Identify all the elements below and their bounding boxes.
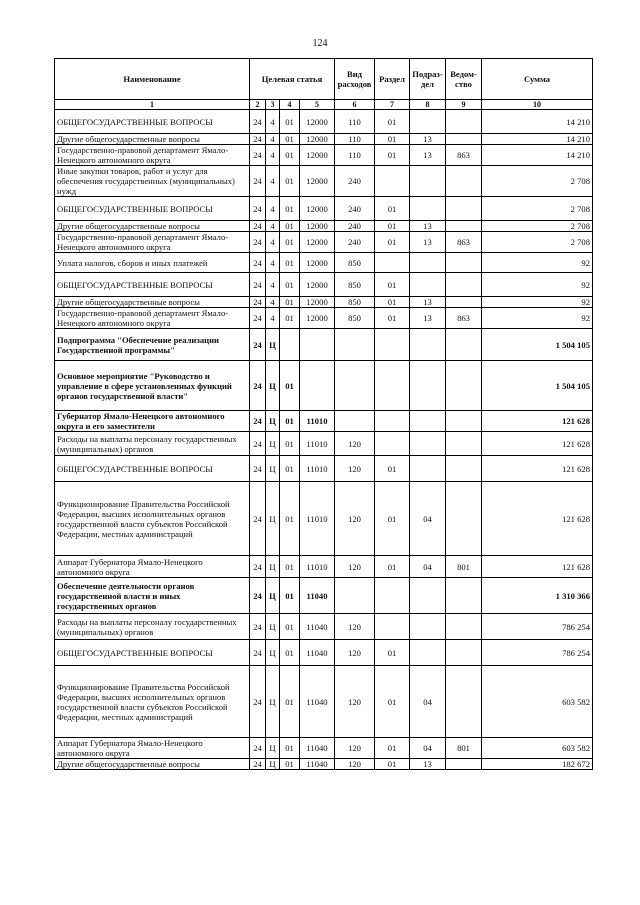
column-number: 7: [375, 100, 410, 110]
code-cell: 11010: [300, 432, 335, 456]
department-cell: [446, 166, 482, 197]
table-row: [55, 456, 593, 482]
code-cell: 11040: [300, 578, 335, 614]
expense-type-cell: [335, 329, 375, 361]
expense-type-cell: 120: [335, 482, 375, 556]
amount-cell: 121 628: [482, 411, 593, 432]
code-cell: 4: [266, 253, 280, 273]
table-row: [55, 411, 593, 432]
code-cell: 24: [250, 110, 266, 134]
expense-type-cell: 850: [335, 253, 375, 273]
department-cell: [446, 273, 482, 297]
code-cell: Ц: [266, 614, 280, 640]
amount-cell: 603 582: [482, 666, 593, 738]
expense-type-cell: 120: [335, 432, 375, 456]
department-cell: [446, 578, 482, 614]
department-cell: [446, 197, 482, 221]
amount-cell: 121 628: [482, 482, 593, 556]
row-name-cell: Расходы на выплаты персоналу государственных (муниципальных) органов: [55, 614, 250, 640]
subsection-cell: [410, 456, 446, 482]
department-cell: [446, 329, 482, 361]
department-cell: 863: [446, 232, 482, 253]
table-row: [55, 329, 593, 361]
table-row: [55, 614, 593, 640]
row-name-cell: Государственно-правовой департамент Ямало-Ненецкого автономного округа: [55, 308, 250, 329]
code-cell: Ц: [266, 361, 280, 411]
expense-type-cell: 850: [335, 308, 375, 329]
section-cell: 01: [375, 134, 410, 145]
row-name-cell: Другие общегосударственные вопросы: [55, 134, 250, 145]
section-cell: 01: [375, 738, 410, 759]
header-row: [55, 59, 593, 100]
column-number: 1: [55, 100, 250, 110]
budget-table: [54, 58, 593, 770]
header-department: Ведом- ство: [446, 59, 482, 100]
table-row: [55, 273, 593, 297]
code-cell: 01: [280, 640, 300, 666]
table-row: [55, 482, 593, 556]
code-cell: 01: [280, 110, 300, 134]
subsection-cell: 13: [410, 759, 446, 770]
code-cell: 01: [280, 221, 300, 232]
expense-type-cell: 240: [335, 232, 375, 253]
code-cell: 24: [250, 308, 266, 329]
code-cell: 01: [280, 456, 300, 482]
expense-type-cell: 110: [335, 134, 375, 145]
subsection-cell: 13: [410, 221, 446, 232]
subsection-cell: 13: [410, 308, 446, 329]
expense-type-cell: 240: [335, 166, 375, 197]
code-cell: 11040: [300, 640, 335, 666]
table-row: [55, 145, 593, 166]
code-cell: 24: [250, 456, 266, 482]
code-cell: 01: [280, 578, 300, 614]
code-cell: 12000: [300, 134, 335, 145]
row-name-cell: Губернатор Ямало-Ненецкого автономного округа и его заместители: [55, 411, 250, 432]
code-cell: 4: [266, 145, 280, 166]
code-cell: 11040: [300, 666, 335, 738]
code-cell: [300, 329, 335, 361]
section-cell: 01: [375, 556, 410, 578]
code-cell: 4: [266, 308, 280, 329]
section-cell: 01: [375, 666, 410, 738]
amount-cell: 2 708: [482, 232, 593, 253]
row-name-cell: Другие общегосударственные вопросы: [55, 759, 250, 770]
subsection-cell: [410, 411, 446, 432]
code-cell: 4: [266, 166, 280, 197]
section-cell: 01: [375, 482, 410, 556]
department-cell: [446, 361, 482, 411]
table-row: [55, 134, 593, 145]
code-cell: 12000: [300, 110, 335, 134]
code-cell: Ц: [266, 666, 280, 738]
expense-type-cell: [335, 578, 375, 614]
amount-cell: 2 708: [482, 221, 593, 232]
row-name-cell: Государственно-правовой департамент Ямало-Ненецкого автономного округа: [55, 145, 250, 166]
code-cell: Ц: [266, 640, 280, 666]
subsection-cell: 13: [410, 232, 446, 253]
table-row: [55, 110, 593, 134]
code-cell: 12000: [300, 273, 335, 297]
subsection-cell: [410, 273, 446, 297]
section-cell: [375, 329, 410, 361]
code-cell: Ц: [266, 482, 280, 556]
table-row: [55, 232, 593, 253]
code-cell: 4: [266, 232, 280, 253]
header-amount: Сумма: [482, 59, 593, 100]
header-subsection: Подраз- дел: [410, 59, 446, 100]
code-cell: 01: [280, 297, 300, 308]
amount-cell: 121 628: [482, 556, 593, 578]
code-cell: 24: [250, 197, 266, 221]
code-cell: 24: [250, 759, 266, 770]
column-number: 8: [410, 100, 446, 110]
section-cell: 01: [375, 197, 410, 221]
section-cell: 01: [375, 145, 410, 166]
expense-type-cell: 110: [335, 145, 375, 166]
code-cell: 24: [250, 432, 266, 456]
row-name-cell: ОБЩЕГОСУДАРСТВЕННЫЕ ВОПРОСЫ: [55, 456, 250, 482]
row-name-cell: Функционирование Правительства Российской Федерации, высших исполнительных органов государственной власти субъектов Российской Федерации, местных администраций: [55, 482, 250, 556]
code-cell: 01: [280, 232, 300, 253]
code-cell: 24: [250, 145, 266, 166]
expense-type-cell: 120: [335, 556, 375, 578]
table-row: [55, 361, 593, 411]
table-row: [55, 308, 593, 329]
row-name-cell: Иные закупки товаров, работ и услуг для обеспечения государственных (муниципальных) нужд: [55, 166, 250, 197]
section-cell: [375, 578, 410, 614]
code-cell: 4: [266, 134, 280, 145]
code-cell: 24: [250, 578, 266, 614]
header-section: Раздел: [375, 59, 410, 100]
table-row: [55, 166, 593, 197]
row-name-cell: ОБЩЕГОСУДАРСТВЕННЫЕ ВОПРОСЫ: [55, 640, 250, 666]
code-cell: 12000: [300, 145, 335, 166]
code-cell: 12000: [300, 221, 335, 232]
amount-cell: 603 582: [482, 738, 593, 759]
department-cell: [446, 221, 482, 232]
code-cell: [280, 329, 300, 361]
amount-cell: 1 310 366: [482, 578, 593, 614]
amount-cell: 121 628: [482, 456, 593, 482]
section-cell: 01: [375, 221, 410, 232]
code-cell: Ц: [266, 456, 280, 482]
code-cell: 24: [250, 411, 266, 432]
code-cell: 01: [280, 197, 300, 221]
department-cell: [446, 640, 482, 666]
subsection-cell: [410, 361, 446, 411]
amount-cell: 1 504 105: [482, 361, 593, 411]
code-cell: 11010: [300, 556, 335, 578]
code-cell: 24: [250, 738, 266, 759]
table-row: [55, 738, 593, 759]
code-cell: 01: [280, 361, 300, 411]
subsection-cell: 04: [410, 556, 446, 578]
code-cell: 01: [280, 738, 300, 759]
code-cell: 24: [250, 253, 266, 273]
code-cell: 24: [250, 221, 266, 232]
code-cell: 24: [250, 361, 266, 411]
section-cell: [375, 432, 410, 456]
row-name-cell: Уплата налогов, сборов и иных платежей: [55, 253, 250, 273]
section-cell: 01: [375, 297, 410, 308]
code-cell: 01: [280, 614, 300, 640]
code-cell: 4: [266, 197, 280, 221]
subsection-cell: 13: [410, 297, 446, 308]
table-body: [55, 110, 593, 770]
code-cell: Ц: [266, 759, 280, 770]
column-number: 10: [482, 100, 593, 110]
row-name-cell: Обеспечение деятельности органов государственной власти и иных государственных органов: [55, 578, 250, 614]
code-cell: 12000: [300, 166, 335, 197]
subsection-cell: 13: [410, 145, 446, 166]
table-row: [55, 666, 593, 738]
column-number: 6: [335, 100, 375, 110]
code-cell: 01: [280, 432, 300, 456]
code-cell: 24: [250, 666, 266, 738]
amount-cell: 2 708: [482, 166, 593, 197]
code-cell: 01: [280, 134, 300, 145]
row-name-cell: Основное мероприятие "Руководство и управление в сфере установленных функций органов государственной власти": [55, 361, 250, 411]
code-cell: 01: [280, 308, 300, 329]
code-cell: 11040: [300, 738, 335, 759]
table-row: [55, 297, 593, 308]
amount-cell: 182 672: [482, 759, 593, 770]
code-cell: 24: [250, 166, 266, 197]
code-cell: [300, 361, 335, 411]
section-cell: [375, 361, 410, 411]
department-cell: [446, 666, 482, 738]
code-cell: 12000: [300, 197, 335, 221]
code-cell: 24: [250, 640, 266, 666]
code-cell: Ц: [266, 578, 280, 614]
code-cell: 01: [280, 482, 300, 556]
table-row: [55, 640, 593, 666]
section-cell: 01: [375, 308, 410, 329]
column-number: 2: [250, 100, 266, 110]
expense-type-cell: 120: [335, 614, 375, 640]
expense-type-cell: 850: [335, 297, 375, 308]
section-cell: 01: [375, 640, 410, 666]
header-name: Наименование: [55, 59, 250, 100]
code-cell: 24: [250, 232, 266, 253]
department-cell: [446, 411, 482, 432]
expense-type-cell: 240: [335, 221, 375, 232]
section-cell: [375, 253, 410, 273]
code-cell: 11010: [300, 456, 335, 482]
amount-cell: 92: [482, 297, 593, 308]
section-cell: [375, 411, 410, 432]
code-cell: 24: [250, 297, 266, 308]
amount-cell: 92: [482, 253, 593, 273]
department-cell: 863: [446, 145, 482, 166]
subsection-cell: [410, 197, 446, 221]
amount-cell: 786 254: [482, 614, 593, 640]
table-row: [55, 578, 593, 614]
header-target-article: Целевая статья: [250, 59, 335, 100]
expense-type-cell: 850: [335, 273, 375, 297]
amount-cell: 2 708: [482, 197, 593, 221]
page-number: 124: [312, 38, 328, 49]
subsection-cell: 04: [410, 666, 446, 738]
code-cell: 01: [280, 145, 300, 166]
amount-cell: 786 254: [482, 640, 593, 666]
code-cell: 12000: [300, 308, 335, 329]
code-cell: 24: [250, 556, 266, 578]
code-cell: Ц: [266, 329, 280, 361]
amount-cell: 14 210: [482, 110, 593, 134]
row-name-cell: ОБЩЕГОСУДАРСТВЕННЫЕ ВОПРОСЫ: [55, 273, 250, 297]
row-name-cell: ОБЩЕГОСУДАРСТВЕННЫЕ ВОПРОСЫ: [55, 197, 250, 221]
section-cell: [375, 614, 410, 640]
column-number: 9: [446, 100, 482, 110]
amount-cell: 92: [482, 273, 593, 297]
amount-cell: 92: [482, 308, 593, 329]
expense-type-cell: [335, 411, 375, 432]
table-row: [55, 221, 593, 232]
department-cell: [446, 110, 482, 134]
expense-type-cell: 120: [335, 759, 375, 770]
department-cell: [446, 759, 482, 770]
department-cell: [446, 134, 482, 145]
row-name-cell: Аппарат Губернатора Ямало-Ненецкого автономного округа: [55, 556, 250, 578]
code-cell: 01: [280, 759, 300, 770]
code-cell: Ц: [266, 556, 280, 578]
table-row: [55, 432, 593, 456]
code-cell: 12000: [300, 232, 335, 253]
code-cell: 01: [280, 556, 300, 578]
amount-cell: 1 504 105: [482, 329, 593, 361]
table-row: [55, 197, 593, 221]
code-cell: 24: [250, 329, 266, 361]
expense-type-cell: 240: [335, 197, 375, 221]
section-cell: 01: [375, 456, 410, 482]
section-cell: 01: [375, 759, 410, 770]
code-cell: 24: [250, 134, 266, 145]
code-cell: 4: [266, 110, 280, 134]
subsection-cell: [410, 432, 446, 456]
row-name-cell: Расходы на выплаты персоналу государственных (муниципальных) органов: [55, 432, 250, 456]
code-cell: 11010: [300, 482, 335, 556]
subsection-cell: [410, 640, 446, 666]
code-cell: 11010: [300, 411, 335, 432]
expense-type-cell: 120: [335, 456, 375, 482]
code-cell: 01: [280, 253, 300, 273]
subsection-cell: [410, 329, 446, 361]
row-name-cell: ОБЩЕГОСУДАРСТВЕННЫЕ ВОПРОСЫ: [55, 110, 250, 134]
subsection-cell: 04: [410, 482, 446, 556]
code-cell: 01: [280, 273, 300, 297]
department-cell: [446, 253, 482, 273]
subsection-cell: [410, 578, 446, 614]
subsection-cell: [410, 614, 446, 640]
header-expense-type: Вид расходов: [335, 59, 375, 100]
row-name-cell: Другие общегосударственные вопросы: [55, 297, 250, 308]
expense-type-cell: 120: [335, 666, 375, 738]
subsection-cell: [410, 253, 446, 273]
table-row: [55, 759, 593, 770]
code-cell: 4: [266, 297, 280, 308]
column-number: 5: [300, 100, 335, 110]
department-cell: [446, 456, 482, 482]
section-cell: 01: [375, 273, 410, 297]
department-cell: 801: [446, 556, 482, 578]
amount-cell: 14 210: [482, 134, 593, 145]
code-cell: 01: [280, 666, 300, 738]
column-number: 4: [280, 100, 300, 110]
department-cell: 863: [446, 308, 482, 329]
code-cell: 24: [250, 614, 266, 640]
row-name-cell: Другие общегосударственные вопросы: [55, 221, 250, 232]
row-name-cell: Аппарат Губернатора Ямало-Ненецкого автономного округа: [55, 738, 250, 759]
code-cell: 11040: [300, 614, 335, 640]
table-row: [55, 253, 593, 273]
code-cell: 4: [266, 273, 280, 297]
amount-cell: 14 210: [482, 145, 593, 166]
code-cell: 12000: [300, 297, 335, 308]
code-cell: Ц: [266, 432, 280, 456]
section-cell: [375, 166, 410, 197]
code-cell: 01: [280, 411, 300, 432]
code-cell: 11040: [300, 759, 335, 770]
table-row: [55, 556, 593, 578]
department-cell: 801: [446, 738, 482, 759]
department-cell: [446, 482, 482, 556]
code-cell: Ц: [266, 738, 280, 759]
department-cell: [446, 432, 482, 456]
section-cell: 01: [375, 232, 410, 253]
department-cell: [446, 614, 482, 640]
subsection-cell: 04: [410, 738, 446, 759]
expense-type-cell: 110: [335, 110, 375, 134]
row-name-cell: Функционирование Правительства Российской Федерации, высших исполнительных органов государственной власти субъектов Российской Федерации, местных администраций: [55, 666, 250, 738]
expense-type-cell: [335, 361, 375, 411]
subsection-cell: [410, 110, 446, 134]
row-name-cell: Государственно-правовой департамент Ямало-Ненецкого автономного округа: [55, 232, 250, 253]
section-cell: 01: [375, 110, 410, 134]
expense-type-cell: 120: [335, 640, 375, 666]
amount-cell: 121 628: [482, 432, 593, 456]
subsection-cell: [410, 166, 446, 197]
subsection-cell: 13: [410, 134, 446, 145]
column-number: 3: [266, 100, 280, 110]
expense-type-cell: 120: [335, 738, 375, 759]
code-cell: 01: [280, 166, 300, 197]
department-cell: [446, 297, 482, 308]
column-number-row: [55, 100, 593, 110]
code-cell: 12000: [300, 253, 335, 273]
code-cell: Ц: [266, 411, 280, 432]
row-name-cell: Подпрограмма "Обеспечение реализации Государственной программы": [55, 329, 250, 361]
code-cell: 4: [266, 221, 280, 232]
code-cell: 24: [250, 273, 266, 297]
code-cell: 24: [250, 482, 266, 556]
